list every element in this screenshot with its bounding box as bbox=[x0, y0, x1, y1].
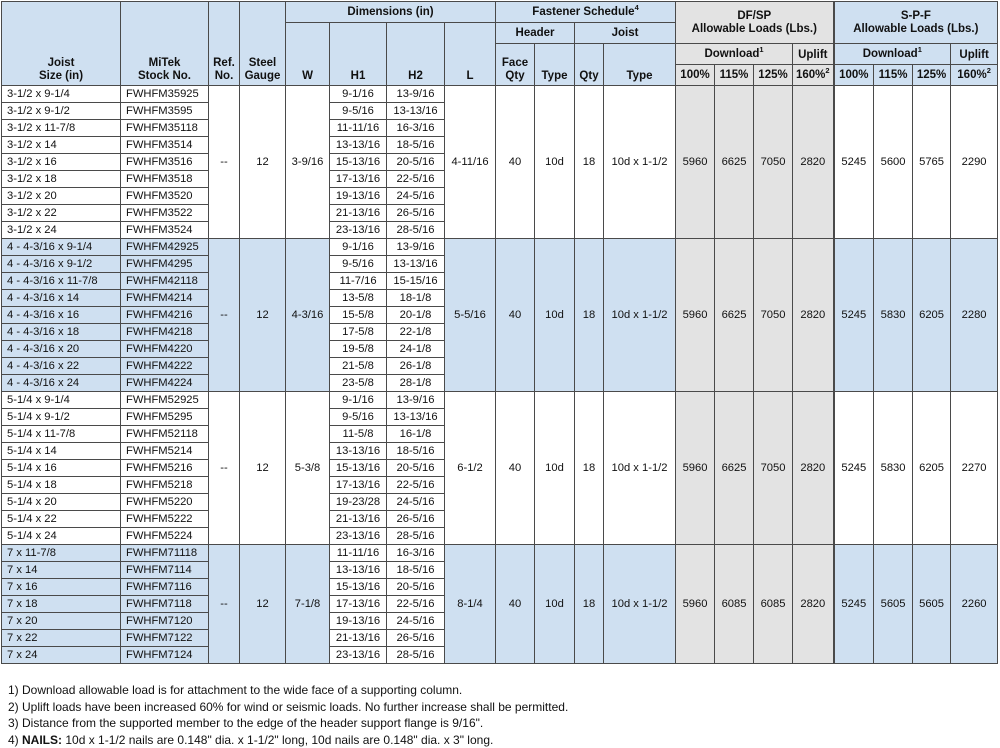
cell-stock-no: FWHFM7122 bbox=[121, 630, 209, 647]
cell-h2: 16-3/16 bbox=[387, 120, 445, 137]
cell-joist-size: 5-1/4 x 16 bbox=[2, 460, 121, 477]
cell-h2: 13-9/16 bbox=[387, 392, 445, 409]
cell-joist-size: 5-1/4 x 11-7/8 bbox=[2, 426, 121, 443]
cell-dfsp-160: 2820 bbox=[793, 86, 834, 239]
dimensions-group: Dimensions (in) bbox=[286, 2, 496, 23]
cell-w: 5-3/8 bbox=[286, 392, 330, 545]
col-w: W bbox=[286, 23, 330, 86]
cell-joist-size: 4 - 4-3/16 x 16 bbox=[2, 307, 121, 324]
cell-dfsp-125: 7050 bbox=[754, 86, 793, 239]
cell-h1: 21-13/16 bbox=[330, 205, 387, 222]
cell-spf-100: 5245 bbox=[834, 545, 874, 664]
cell-dfsp-115: 6625 bbox=[715, 239, 754, 392]
table-row bbox=[2, 239, 998, 256]
cell-h1: 13-13/16 bbox=[330, 137, 387, 154]
cell-l: 6-1/2 bbox=[445, 392, 496, 545]
cell-stock-no: FWHFM5220 bbox=[121, 494, 209, 511]
cell-steel-gauge: 12 bbox=[240, 545, 286, 664]
table-row bbox=[2, 86, 998, 103]
footnote-4 bbox=[8, 732, 998, 748]
spf-title: S-P-F bbox=[835, 10, 998, 23]
cell-face-qty: 40 bbox=[496, 239, 535, 392]
cell-joist-qty: 18 bbox=[575, 86, 604, 239]
cell-ref-no: -- bbox=[209, 239, 240, 392]
dfsp-download bbox=[676, 44, 793, 65]
cell-joist-size: 4 - 4-3/16 x 18 bbox=[2, 324, 121, 341]
cell-stock-no: FWHFM5224 bbox=[121, 528, 209, 545]
cell-stock-no: FWHFM42925 bbox=[121, 239, 209, 256]
cell-header-type: 10d bbox=[535, 392, 575, 545]
cell-dfsp-115: 6085 bbox=[715, 545, 754, 664]
cell-stock-no: FWHFM5295 bbox=[121, 409, 209, 426]
cell-h2: 13-9/16 bbox=[387, 239, 445, 256]
cell-h2: 22-5/16 bbox=[387, 596, 445, 613]
dfsp-subtitle: Allowable Loads (Lbs.) bbox=[676, 23, 833, 36]
cell-h2: 26-5/16 bbox=[387, 205, 445, 222]
dfsp-100: 100% bbox=[676, 65, 715, 86]
cell-stock-no: FWHFM4214 bbox=[121, 290, 209, 307]
cell-joist-type: 10d x 1-1/2 bbox=[604, 86, 676, 239]
cell-h1: 23-13/16 bbox=[330, 647, 387, 664]
cell-spf-100: 5245 bbox=[834, 86, 874, 239]
spf-group bbox=[834, 2, 998, 44]
cell-face-qty: 40 bbox=[496, 86, 535, 239]
cell-h1: 21-5/8 bbox=[330, 358, 387, 375]
cell-spf-115: 5830 bbox=[874, 392, 913, 545]
spf-download-note-ref: 1 bbox=[918, 45, 922, 54]
col-face-qty bbox=[496, 44, 535, 86]
cell-joist-size: 7 x 18 bbox=[2, 596, 121, 613]
cell-h1: 15-13/16 bbox=[330, 579, 387, 596]
footnote-2: 2) Uplift loads have been increased 60% for wind or seismic loads. No further increase shall be permitted. bbox=[8, 699, 998, 716]
footnote-4-number: 4) bbox=[8, 733, 22, 747]
cell-joist-type: 10d x 1-1/2 bbox=[604, 392, 676, 545]
spf-download bbox=[834, 44, 951, 65]
dfsp-160-note-ref: 2 bbox=[825, 66, 829, 75]
dfsp-title: DF/SP bbox=[676, 10, 833, 23]
footnote-1: 1) Download allowable load is for attachment to the wide face of a supporting column. bbox=[8, 682, 998, 699]
dfsp-160-label: 160% bbox=[796, 69, 825, 81]
cell-spf-115: 5605 bbox=[874, 545, 913, 664]
cell-joist-qty: 18 bbox=[575, 392, 604, 545]
table-row bbox=[2, 392, 998, 409]
cell-h2: 28-1/8 bbox=[387, 375, 445, 392]
cell-joist-size: 7 x 11-7/8 bbox=[2, 545, 121, 562]
cell-joist-qty: 18 bbox=[575, 545, 604, 664]
cell-dfsp-100: 5960 bbox=[676, 545, 715, 664]
cell-h2: 16-1/8 bbox=[387, 426, 445, 443]
cell-dfsp-125: 7050 bbox=[754, 239, 793, 392]
cell-spf-125: 6205 bbox=[913, 392, 951, 545]
cell-h2: 28-5/16 bbox=[387, 528, 445, 545]
cell-steel-gauge: 12 bbox=[240, 86, 286, 239]
group-5-1-4 bbox=[2, 392, 998, 545]
cell-header-type: 10d bbox=[535, 239, 575, 392]
cell-spf-125: 5765 bbox=[913, 86, 951, 239]
cell-h2: 18-5/16 bbox=[387, 562, 445, 579]
cell-h1: 17-13/16 bbox=[330, 171, 387, 188]
cell-joist-size: 4 - 4-3/16 x 24 bbox=[2, 375, 121, 392]
footnote-4-heading: NAILS: bbox=[22, 733, 62, 747]
cell-stock-no: FWHFM5216 bbox=[121, 460, 209, 477]
cell-ref-no: -- bbox=[209, 392, 240, 545]
cell-h2: 18-5/16 bbox=[387, 137, 445, 154]
cell-w: 4-3/16 bbox=[286, 239, 330, 392]
cell-dfsp-125: 6085 bbox=[754, 545, 793, 664]
group-4-4-3-16 bbox=[2, 239, 998, 392]
cell-joist-size: 5-1/4 x 9-1/2 bbox=[2, 409, 121, 426]
cell-h2: 13-9/16 bbox=[387, 86, 445, 103]
cell-h1: 19-13/16 bbox=[330, 613, 387, 630]
cell-h1: 17-13/16 bbox=[330, 596, 387, 613]
cell-joist-size: 5-1/4 x 24 bbox=[2, 528, 121, 545]
cell-h1: 23-13/16 bbox=[330, 528, 387, 545]
fastener-schedule-label: Fastener Schedule bbox=[532, 6, 634, 18]
col-l: L bbox=[445, 23, 496, 86]
cell-h1: 11-7/16 bbox=[330, 273, 387, 290]
cell-h2: 24-5/16 bbox=[387, 188, 445, 205]
cell-h2: 18-1/8 bbox=[387, 290, 445, 307]
cell-h1: 11-11/16 bbox=[330, 120, 387, 137]
spf-160 bbox=[951, 65, 998, 86]
cell-h2: 26-5/16 bbox=[387, 511, 445, 528]
cell-stock-no: FWHFM35925 bbox=[121, 86, 209, 103]
cell-joist-size: 3-1/2 x 11-7/8 bbox=[2, 120, 121, 137]
cell-stock-no: FWHFM5218 bbox=[121, 477, 209, 494]
cell-h2: 13-13/16 bbox=[387, 409, 445, 426]
cell-h1: 9-1/16 bbox=[330, 392, 387, 409]
cell-spf-100: 5245 bbox=[834, 392, 874, 545]
cell-h2: 22-5/16 bbox=[387, 477, 445, 494]
cell-stock-no: FWHFM42118 bbox=[121, 273, 209, 290]
col-stock-no bbox=[121, 2, 209, 86]
spf-uplift: Uplift bbox=[951, 44, 998, 65]
cell-dfsp-125: 7050 bbox=[754, 392, 793, 545]
cell-stock-no: FWHFM4224 bbox=[121, 375, 209, 392]
cell-stock-no: FWHFM7124 bbox=[121, 647, 209, 664]
cell-joist-size: 4 - 4-3/16 x 22 bbox=[2, 358, 121, 375]
cell-h1: 19-13/16 bbox=[330, 188, 387, 205]
col-h1: H1 bbox=[330, 23, 387, 86]
cell-spf-115: 5830 bbox=[874, 239, 913, 392]
dfsp-download-label: Download bbox=[704, 48, 759, 60]
cell-joist-size: 3-1/2 x 24 bbox=[2, 222, 121, 239]
cell-stock-no: FWHFM71118 bbox=[121, 545, 209, 562]
spf-100: 100% bbox=[834, 65, 874, 86]
spf-160-note-ref: 2 bbox=[987, 66, 991, 75]
cell-h2: 24-5/16 bbox=[387, 613, 445, 630]
cell-joist-size: 3-1/2 x 9-1/4 bbox=[2, 86, 121, 103]
cell-joist-size: 5-1/4 x 22 bbox=[2, 511, 121, 528]
cell-dfsp-115: 6625 bbox=[715, 392, 754, 545]
cell-stock-no: FWHFM3514 bbox=[121, 137, 209, 154]
cell-h2: 24-5/16 bbox=[387, 494, 445, 511]
cell-h2: 22-1/8 bbox=[387, 324, 445, 341]
cell-h1: 15-13/16 bbox=[330, 154, 387, 171]
dfsp-160 bbox=[793, 65, 834, 86]
cell-joist-size: 4 - 4-3/16 x 9-1/2 bbox=[2, 256, 121, 273]
cell-stock-no: FWHFM3516 bbox=[121, 154, 209, 171]
cell-stock-no: FWHFM4216 bbox=[121, 307, 209, 324]
cell-h2: 20-5/16 bbox=[387, 579, 445, 596]
cell-joist-size: 5-1/4 x 20 bbox=[2, 494, 121, 511]
cell-stock-no: FWHFM5222 bbox=[121, 511, 209, 528]
cell-stock-no: FWHFM52118 bbox=[121, 426, 209, 443]
cell-h1: 13-13/16 bbox=[330, 443, 387, 460]
cell-joist-size: 3-1/2 x 18 bbox=[2, 171, 121, 188]
cell-h1: 21-13/16 bbox=[330, 511, 387, 528]
footnote-3: 3) Distance from the supported member to the edge of the header support flange is 9/16". bbox=[8, 715, 998, 732]
cell-stock-no: FWHFM35118 bbox=[121, 120, 209, 137]
cell-header-type: 10d bbox=[535, 86, 575, 239]
cell-w: 3-9/16 bbox=[286, 86, 330, 239]
cell-h1: 13-5/8 bbox=[330, 290, 387, 307]
cell-h1: 11-11/16 bbox=[330, 545, 387, 562]
spf-115: 115% bbox=[874, 65, 913, 86]
cell-dfsp-160: 2820 bbox=[793, 239, 834, 392]
cell-h2: 28-5/16 bbox=[387, 222, 445, 239]
cell-joist-type: 10d x 1-1/2 bbox=[604, 239, 676, 392]
cell-ref-no: -- bbox=[209, 86, 240, 239]
cell-header-type: 10d bbox=[535, 545, 575, 664]
cell-h1: 9-5/16 bbox=[330, 409, 387, 426]
col-ref-no bbox=[209, 2, 240, 86]
cell-h1: 9-5/16 bbox=[330, 103, 387, 120]
cell-stock-no: FWHFM4220 bbox=[121, 341, 209, 358]
cell-joist-size: 5-1/4 x 18 bbox=[2, 477, 121, 494]
cell-h1: 23-5/8 bbox=[330, 375, 387, 392]
cell-joist-size: 3-1/2 x 22 bbox=[2, 205, 121, 222]
cell-h1: 17-13/16 bbox=[330, 477, 387, 494]
table-row bbox=[2, 545, 998, 562]
cell-spf-100: 5245 bbox=[834, 239, 874, 392]
cell-face-qty: 40 bbox=[496, 392, 535, 545]
cell-h2: 13-13/16 bbox=[387, 256, 445, 273]
cell-spf-160: 2260 bbox=[951, 545, 998, 664]
cell-h1: 13-13/16 bbox=[330, 562, 387, 579]
cell-joist-size: 4 - 4-3/16 x 9-1/4 bbox=[2, 239, 121, 256]
hanger-spec-table bbox=[1, 1, 998, 664]
cell-joist-type: 10d x 1-1/2 bbox=[604, 545, 676, 664]
cell-spf-115: 5600 bbox=[874, 86, 913, 239]
cell-h2: 16-3/16 bbox=[387, 545, 445, 562]
cell-stock-no: FWHFM7118 bbox=[121, 596, 209, 613]
cell-stock-no: FWHFM52925 bbox=[121, 392, 209, 409]
cell-joist-size: 7 x 14 bbox=[2, 562, 121, 579]
cell-h2: 22-5/16 bbox=[387, 171, 445, 188]
dfsp-download-note-ref: 1 bbox=[759, 45, 763, 54]
spf-download-label: Download bbox=[863, 48, 918, 60]
cell-h1: 9-5/16 bbox=[330, 256, 387, 273]
fastener-note-ref: 4 bbox=[635, 3, 639, 12]
cell-h2: 26-5/16 bbox=[387, 630, 445, 647]
cell-joist-size: 7 x 20 bbox=[2, 613, 121, 630]
cell-stock-no: FWHFM3595 bbox=[121, 103, 209, 120]
footnotes bbox=[8, 682, 998, 748]
table-header bbox=[2, 2, 998, 86]
footnote-4-text: 10d x 1-1/2 nails are 0.148" dia. x 1-1/2" long, 10d nails are 0.148" dia. x 3" long. bbox=[62, 733, 493, 747]
cell-h2: 26-1/8 bbox=[387, 358, 445, 375]
cell-h1: 23-13/16 bbox=[330, 222, 387, 239]
spf-160-label: 160% bbox=[957, 69, 986, 81]
cell-spf-160: 2270 bbox=[951, 392, 998, 545]
col-joist-size-label: Joist Size (in) bbox=[39, 57, 83, 82]
cell-joist-qty: 18 bbox=[575, 239, 604, 392]
dfsp-125: 125% bbox=[754, 65, 793, 86]
cell-h2: 15-15/16 bbox=[387, 273, 445, 290]
cell-h1: 15-13/16 bbox=[330, 460, 387, 477]
cell-h1: 15-5/8 bbox=[330, 307, 387, 324]
cell-h1: 19-5/8 bbox=[330, 341, 387, 358]
col-face-qty-label: Face Qty bbox=[502, 57, 528, 82]
cell-h1: 9-1/16 bbox=[330, 239, 387, 256]
cell-stock-no: FWHFM3522 bbox=[121, 205, 209, 222]
cell-h1: 21-13/16 bbox=[330, 630, 387, 647]
cell-h1: 17-5/8 bbox=[330, 324, 387, 341]
cell-ref-no: -- bbox=[209, 545, 240, 664]
cell-stock-no: FWHFM4218 bbox=[121, 324, 209, 341]
col-joist-type: Type bbox=[604, 44, 676, 86]
cell-joist-size: 7 x 16 bbox=[2, 579, 121, 596]
dfsp-115: 115% bbox=[715, 65, 754, 86]
cell-joist-size: 7 x 22 bbox=[2, 630, 121, 647]
cell-dfsp-100: 5960 bbox=[676, 86, 715, 239]
col-stock-no-label: MiTek Stock No. bbox=[138, 57, 191, 82]
col-ref-no-label: Ref. No. bbox=[213, 57, 235, 82]
cell-h2: 28-5/16 bbox=[387, 647, 445, 664]
cell-steel-gauge: 12 bbox=[240, 239, 286, 392]
cell-dfsp-160: 2820 bbox=[793, 392, 834, 545]
cell-l: 4-11/16 bbox=[445, 86, 496, 239]
col-joist-qty: Qty bbox=[575, 44, 604, 86]
cell-h1: 11-5/8 bbox=[330, 426, 387, 443]
cell-stock-no: FWHFM4295 bbox=[121, 256, 209, 273]
joist-fastener-group: Joist bbox=[575, 23, 676, 44]
cell-stock-no: FWHFM3518 bbox=[121, 171, 209, 188]
cell-stock-no: FWHFM5214 bbox=[121, 443, 209, 460]
col-steel-gauge bbox=[240, 2, 286, 86]
fastener-schedule-group bbox=[496, 2, 676, 23]
cell-h2: 20-5/16 bbox=[387, 460, 445, 477]
col-h2: H2 bbox=[387, 23, 445, 86]
group-3-1-2 bbox=[2, 86, 998, 239]
cell-joist-size: 3-1/2 x 16 bbox=[2, 154, 121, 171]
col-steel-gauge-label: Steel Gauge bbox=[245, 57, 281, 82]
cell-joist-size: 7 x 24 bbox=[2, 647, 121, 664]
cell-steel-gauge: 12 bbox=[240, 392, 286, 545]
spf-125: 125% bbox=[913, 65, 951, 86]
cell-joist-size: 4 - 4-3/16 x 14 bbox=[2, 290, 121, 307]
cell-stock-no: FWHFM3520 bbox=[121, 188, 209, 205]
cell-stock-no: FWHFM3524 bbox=[121, 222, 209, 239]
spf-subtitle: Allowable Loads (Lbs.) bbox=[835, 23, 998, 36]
dfsp-group bbox=[676, 2, 834, 44]
cell-dfsp-160: 2820 bbox=[793, 545, 834, 664]
cell-stock-no: FWHFM7116 bbox=[121, 579, 209, 596]
cell-spf-125: 5605 bbox=[913, 545, 951, 664]
cell-dfsp-115: 6625 bbox=[715, 86, 754, 239]
cell-joist-size: 5-1/4 x 14 bbox=[2, 443, 121, 460]
cell-stock-no: FWHFM7120 bbox=[121, 613, 209, 630]
cell-h2: 24-1/8 bbox=[387, 341, 445, 358]
col-header-type: Type bbox=[535, 44, 575, 86]
cell-spf-160: 2290 bbox=[951, 86, 998, 239]
cell-h1: 9-1/16 bbox=[330, 86, 387, 103]
cell-h2: 13-13/16 bbox=[387, 103, 445, 120]
cell-dfsp-100: 5960 bbox=[676, 239, 715, 392]
cell-dfsp-100: 5960 bbox=[676, 392, 715, 545]
cell-h2: 20-5/16 bbox=[387, 154, 445, 171]
cell-l: 8-1/4 bbox=[445, 545, 496, 664]
cell-l: 5-5/16 bbox=[445, 239, 496, 392]
group-7 bbox=[2, 545, 998, 664]
cell-stock-no: FWHFM4222 bbox=[121, 358, 209, 375]
cell-face-qty: 40 bbox=[496, 545, 535, 664]
cell-joist-size: 4 - 4-3/16 x 11-7/8 bbox=[2, 273, 121, 290]
dfsp-uplift: Uplift bbox=[793, 44, 834, 65]
cell-stock-no: FWHFM7114 bbox=[121, 562, 209, 579]
header-fastener-group: Header bbox=[496, 23, 575, 44]
cell-joist-size: 5-1/4 x 9-1/4 bbox=[2, 392, 121, 409]
cell-h1: 19-23/28 bbox=[330, 494, 387, 511]
cell-h2: 18-5/16 bbox=[387, 443, 445, 460]
cell-spf-125: 6205 bbox=[913, 239, 951, 392]
cell-joist-size: 3-1/2 x 9-1/2 bbox=[2, 103, 121, 120]
cell-spf-160: 2280 bbox=[951, 239, 998, 392]
cell-w: 7-1/8 bbox=[286, 545, 330, 664]
cell-joist-size: 3-1/2 x 14 bbox=[2, 137, 121, 154]
cell-joist-size: 4 - 4-3/16 x 20 bbox=[2, 341, 121, 358]
cell-joist-size: 3-1/2 x 20 bbox=[2, 188, 121, 205]
cell-h2: 20-1/8 bbox=[387, 307, 445, 324]
col-joist-size bbox=[2, 2, 121, 86]
